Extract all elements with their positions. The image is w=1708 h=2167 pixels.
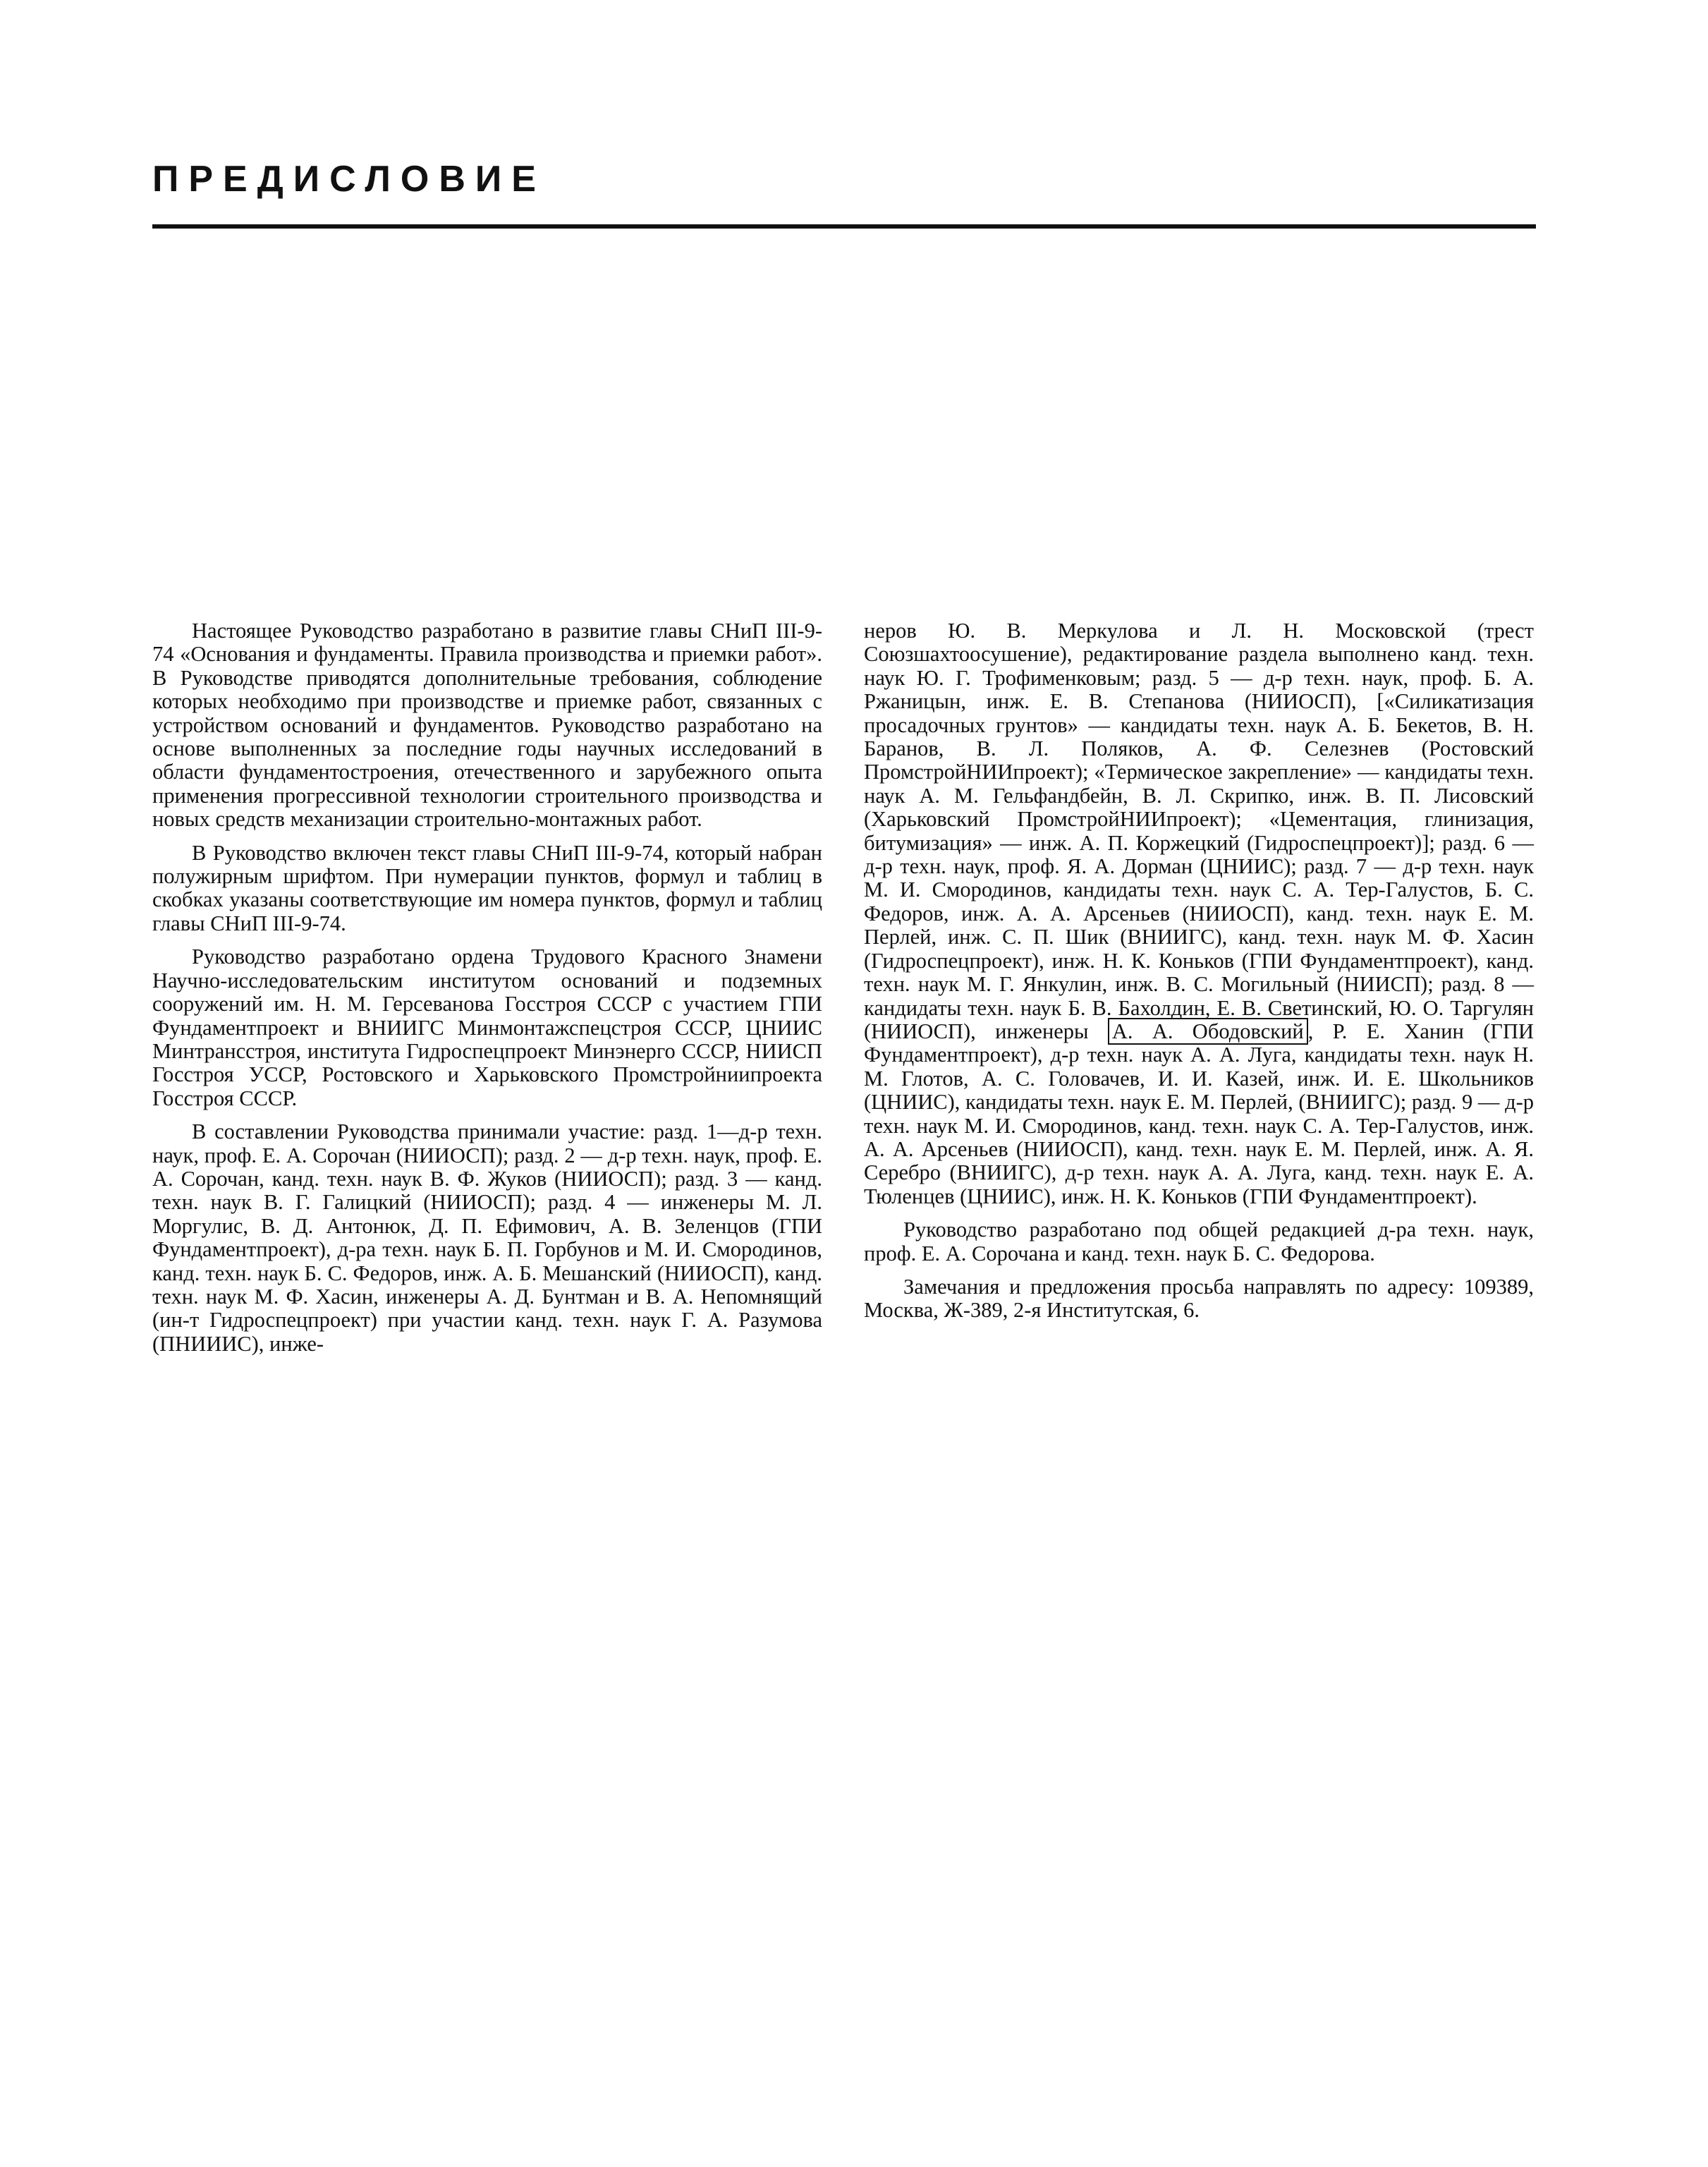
paragraph-purpose: Настоящее Руководство разработано в развитие главы СНиП III-9-74 «Основания и фундаменты. Правила производства и приемки работ». В Руководстве приводятся дополнительные требования, соблюдение которых необходимо при производстве и приемке работ, связанных с устройством оснований и фундаментов. Руководство разработано на основе выполненных за последние годы научных исследований в области фундаментостроения, отечественного и зарубежного опыта применения прогрессивной технологии строительного производства и новых средств механизации строительно-монтажных работ. [152,619,822,832]
paragraph-editors: Руководство разработано под общей редакцией д-ра техн. наук, проф. Е. А. Сорочана и канд. техн. наук Б. С. Федорова. [864,1218,1534,1265]
contributors-text-after-box: , Р. Е. Ханин (ГПИ Фундаментпроект), д-р техн. наук А. А. Луга, кандидаты техн. наук Н. М. Глотов, А. С. Головачев, И. И. Казей, инж. И. Е. Школьников (ЦНИИС), кандидаты техн. наук Е. М. Перлей, (ВНИИГС); разд. 9 — д-р техн. наук М. И. Смородинов, канд. техн. наук С. А. Тер-Галустов, инж. А. А. Арсеньев (НИИОСП), канд. техн. наук Е. М. Перлей, инж. А. Я. Серебро (ВНИИГС), д-р техн. наук А. А. Луга, канд. техн. наук Е. А. Тюленцев (ЦНИИС), инж. Н. К. Коньков (ГПИ Фундаментпроект). [864,1019,1534,1208]
paragraph-contributors: В составлении Руководства принимали участие: разд. 1—д-р техн. наук, проф. Е. А. Сорочан (НИИОСП); разд. 2 — д-р техн. наук, проф. Е. А. Сорочан, канд. техн. наук В. Ф. Жуков (НИИОСП); разд. 3 — канд. техн. наук В. Г. Галицкий (НИИОСП); разд. 4 — инженеры М. Л. Моргулис, В. Д. Антонюк, Д. П. Ефимович, А. В. Зеленцов (ГПИ Фундаментпроект), д-ра техн. наук Б. П. Горбунов и М. И. Смородинов, канд. техн. наук Б. С. Федоров, инж. А. Б. Мешанский (НИИОСП), канд. техн. наук М. Ф. Хасин, инженеры А. Д. Бунтман и В. А. Непомнящий (ин-т Гидроспецпроект) при участии канд. техн. наук Г. А. Разумова (ПНИИИС), инже- [152,1119,822,1356]
right-column [864,619,1534,1333]
paragraph-contributors-continued [864,619,1534,1208]
boxed-name: А. А. Ободовский [1108,1018,1308,1045]
contributors-text-before-box: неров Ю. В. Меркулова и Л. Н. Московской (трест Союзшахтоосушение), редактирование раздела выполнено канд. техн. наук Ю. Г. Трофименковым; разд. 5 — д-р техн. наук, проф. Б. А. Ржаницын, инж. Е. В. Степанова (НИИОСП), [«Силикатизация просадочных грунтов» — кандидаты техн. наук А. Б. Бекетов, В. Н. Баранов, В. Л. Поляков, А. Ф. Селезнев (Ростовский ПромстройНИИпроект); «Термическое закрепление» — кандидаты техн. наук А. М. Гельфандбейн, В. Л. Скрипко, инж. В. П. Лисовский (Харьковский ПромстройНИИпроект); «Цементация, глинизация, битумизация» — инж. А. П. Коржецкий (Гидроспецпроект)]; разд. 6 — д-р техн. наук, проф. Я. А. Дорман (ЦНИИС); разд. 7 — д-р техн. наук М. И. Смородинов, кандидаты техн. наук С. А. Тер-Галустов, Б. С. Федоров, инж. А. А. Арсеньев (НИИОСП), канд. техн. наук Е. М. Перлей, инж. С. П. Шик (ВНИИГС), канд. техн. наук М. Ф. Хасин (Гидроспецпроект), инж. Н. К. Коньков (ГПИ Фундаментпроект), канд. техн. наук М. Г. Янкулин, инж. В. С. Могильный (НИИСП); разд. 8 — кандидаты техн. наук Б. В. Бахолдин, Е. В. Светинский, Ю. О. Таргулян (НИИОСП), инженеры [864,619,1534,1043]
page-title: ПРЕДИСЛОВИЕ [152,159,546,200]
paragraph-snip-text: В Руководство включен текст главы СНиП III-9-74, который набран полужирным шрифтом. При нумерации пунктов, формул и таблиц в скобках указаны соответствующие им номера пунктов, формул и таблиц главы СНиП III-9-74. [152,840,822,935]
title-rule [152,224,1536,229]
paragraph-developers: Руководство разработано ордена Трудового Красного Знамени Научно-исследовательским институтом оснований и подземных сооружений им. Н. М. Герсеванова Госстроя СССР с участием ГПИ Фундаментпроект и ВНИИГС Минмонтажспецстроя СССР, ЦНИИС Минтрансстроя, института Гидроспецпроект Минэнерго СССР, НИИСП Госстроя УССР, Ростовского и Харьковского Промстройниипроекта Госстроя СССР. [152,945,822,1110]
left-column [152,619,822,1366]
paragraph-address: Замечания и предложения просьба направлять по адресу: 109389, Москва, Ж-389, 2-я Институтская, 6. [864,1274,1534,1323]
